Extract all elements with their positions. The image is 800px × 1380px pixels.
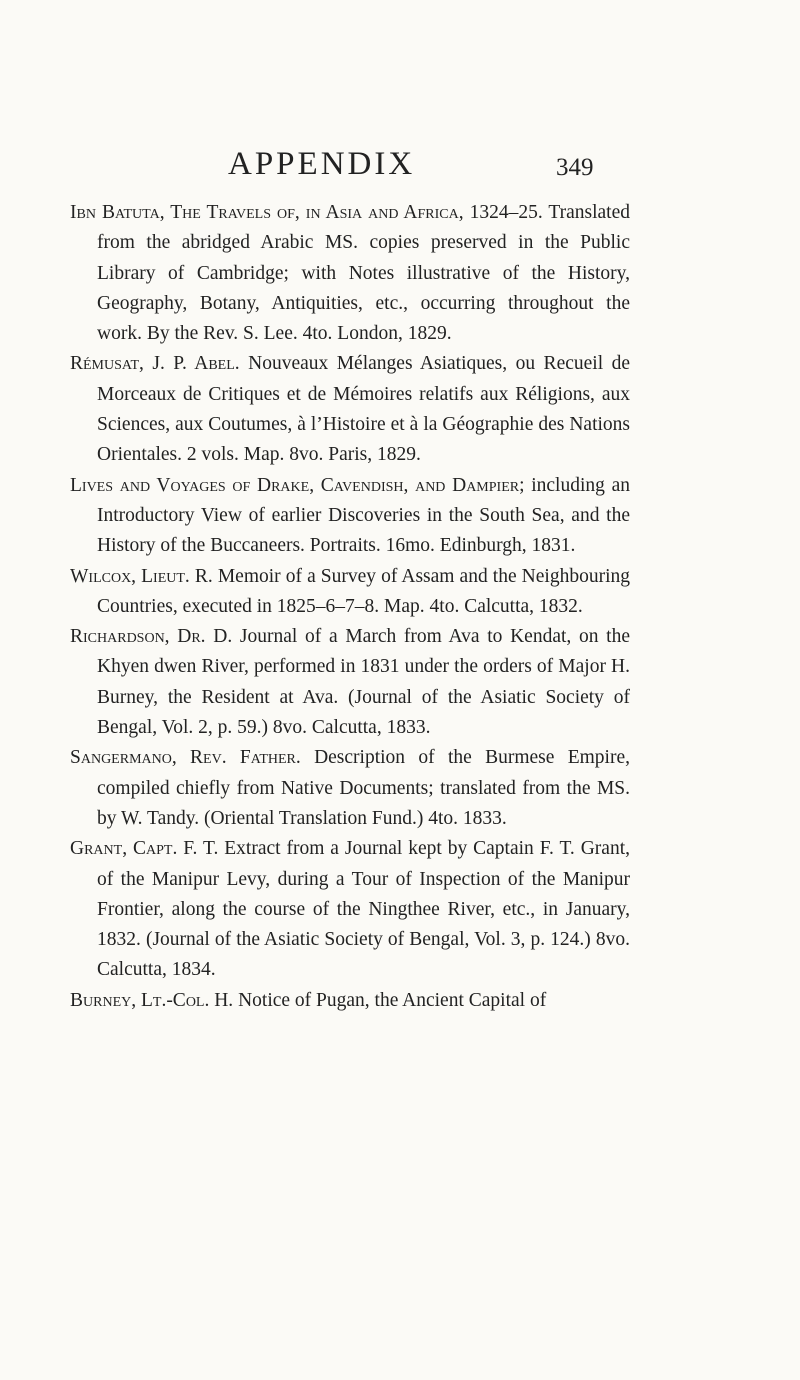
bibliography-entry	[70, 834, 630, 985]
entry-author: Richardson, Dr. D.	[70, 626, 233, 648]
entry-text: Extract from a Journal kept by Captain F. T. Grant, of the Manipur Levy, during a Tour of Inspection of the Manipur Frontier, along the course of the Ningthee River, etc., in January, 1832. (Journal of the Asiatic Society of Bengal, Vol. 3, p. 124.) 8vo. Calcutta, 1834.	[97, 838, 630, 981]
entry-author: Ibn Batuta, The Travels of, in Asia and Africa,	[70, 202, 464, 223]
bibliography-entry	[70, 562, 630, 623]
running-title: APPENDIX	[228, 146, 416, 182]
entry-author: Rémusat, J. P. Abel.	[70, 353, 240, 375]
bibliography-entry	[70, 349, 630, 470]
entry-author: Sangermano, Rev. Father.	[70, 747, 301, 769]
entry-text: Description of the Burmese Empire, compiled chiefly from Native Documents; translated from the MS. by W. Tandy. (Oriental Translation Fund.) 4to. 1833.	[97, 747, 630, 829]
entry-text: Journal of a March from Ava to Kendat, on the Khyen dwen River, performed in 1831 under the orders of Major H. Burney, the Resident at Ava. (Journal of the Asiatic Society of Bengal, Vol. 2, p. 59.) 8vo. Calcutta, 1833.	[97, 626, 630, 739]
entry-author: Lives and Voyages of Drake, Cavendish, and Dampier;	[70, 474, 525, 496]
bibliography-entry	[70, 471, 630, 562]
entry-text: Nouveaux Mélanges Asiatiques, ou Recueil de Morceaux de Critiques et de Mémoires relatifs aux Réligions, aux Sciences, aux Coutumes, à l’Histoire et à la Géographie des Nations Orientales. 2 vols. Map. 8vo. Paris, 1829.	[97, 353, 630, 466]
bibliography-entry	[70, 622, 630, 743]
entry-text: including an Introductory View of earlier Discoveries in the South Sea, and the History of the Buccaneers. Portraits. 16mo. Edinburgh, 1831.	[97, 474, 630, 557]
page-number: 349	[556, 154, 594, 181]
bibliography-entry	[70, 986, 630, 1016]
entry-author: Wilcox, Lieut. R.	[70, 565, 213, 587]
entry-text: Memoir of a Survey of Assam and the Neighbouring Countries, executed in 1825–6–7–8. Map. 4to. Calcutta, 1832.	[97, 565, 630, 617]
entry-text: 1324–25. Translated from the abridged Arabic MS. copies preserved in the Public Library of Cambridge; with Notes illustrative of the History, Geography, Botany, Antiquities, etc., occurring throughout the work. By the Rev. S. Lee. 4to. London, 1829.	[97, 202, 630, 345]
entry-text: Notice of Pugan, the Ancient Capital of	[233, 989, 547, 1011]
entry-author: Burney, Lt.-Col. H.	[70, 989, 234, 1011]
entry-author: Grant, Capt. F. T.	[70, 838, 219, 860]
page-header	[0, 144, 800, 184]
bibliography-list	[70, 198, 630, 1016]
bibliography-entry	[70, 198, 630, 349]
bibliography-entry	[70, 743, 630, 834]
